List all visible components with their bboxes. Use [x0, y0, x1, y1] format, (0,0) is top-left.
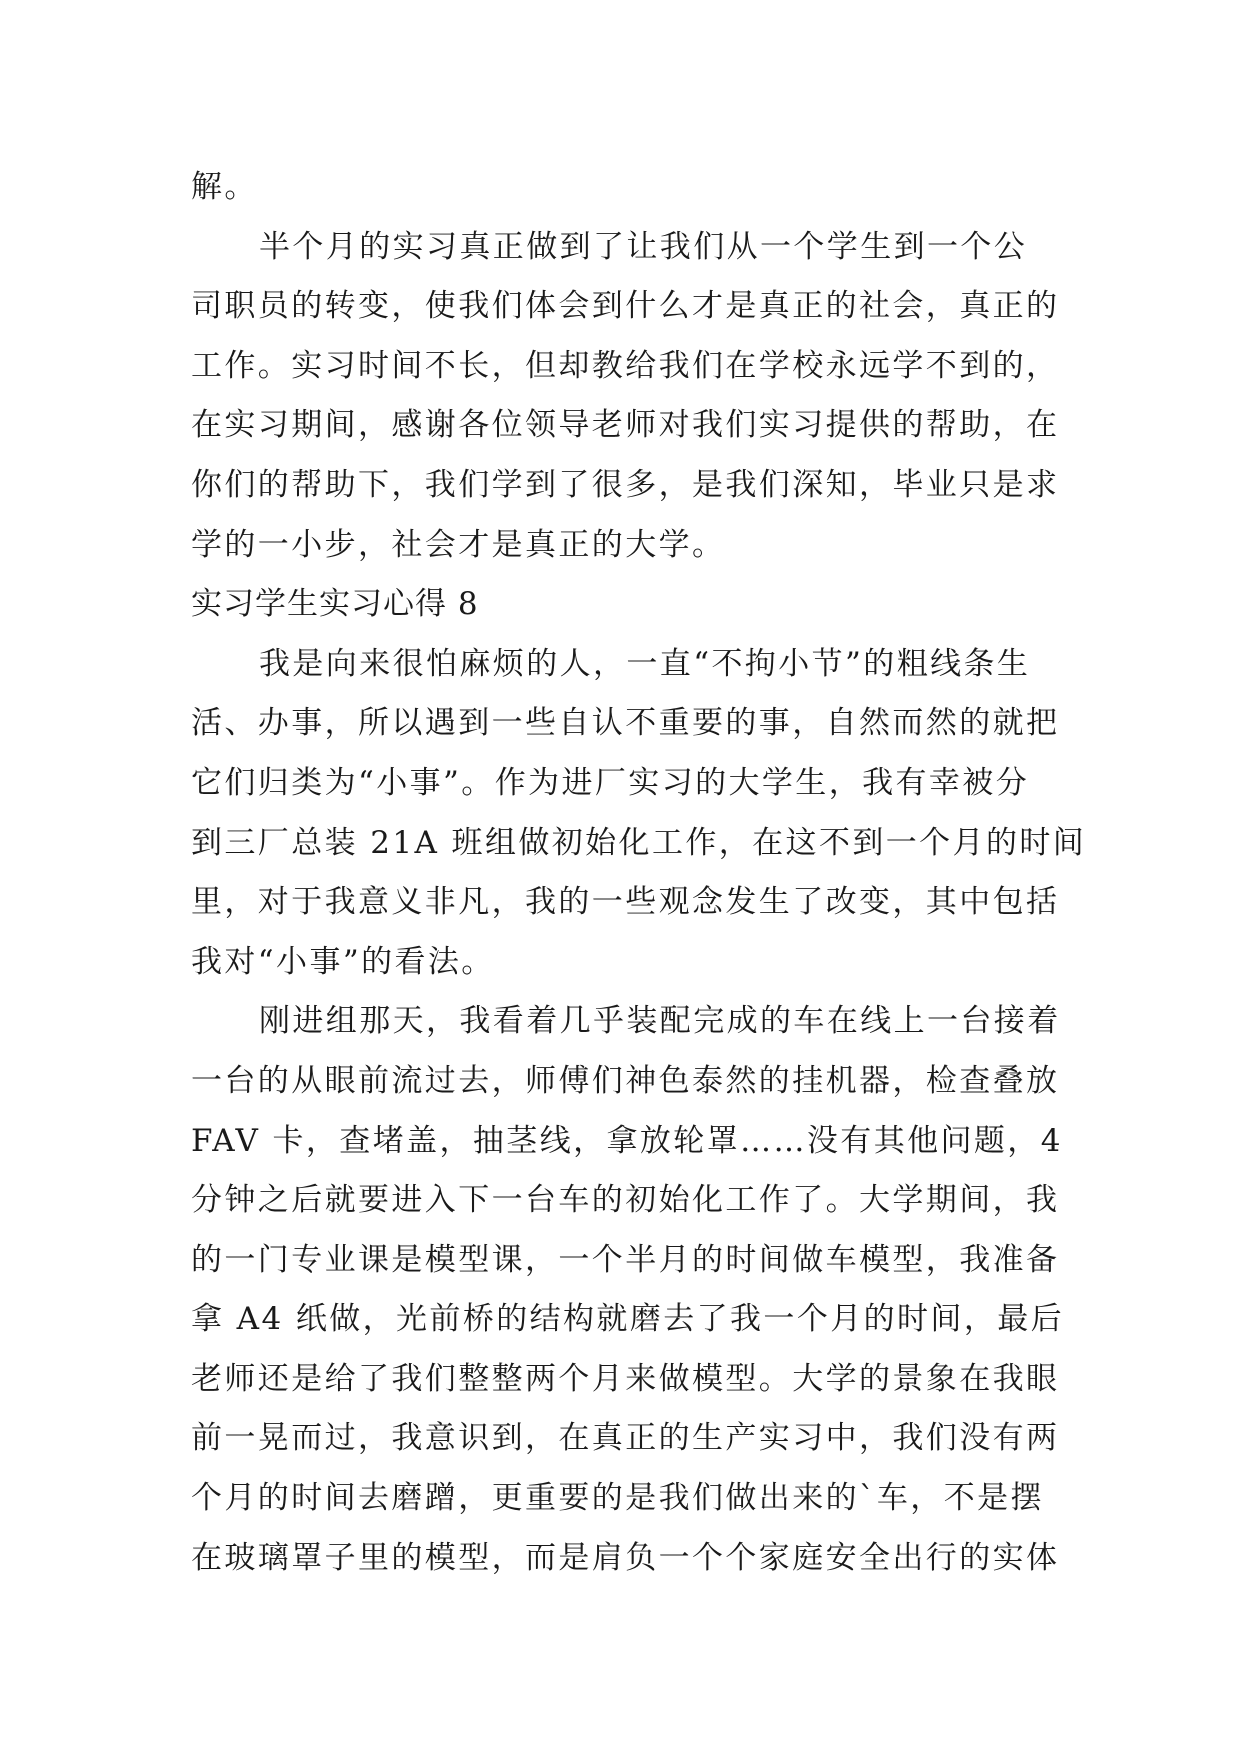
text-line: FAV 卡，查堵盖，抽茎线，拿放轮罩……没有其他问题，4: [191, 1122, 1063, 1159]
text-line: 司职员的转变，使我们体会到什么才是真正的社会，真正的: [191, 288, 1060, 325]
text-line: 老师还是给了我们整整两个月来做模型。大学的景象在我眼: [191, 1360, 1060, 1397]
text-line: 前一晃而过，我意识到，在真正的生产实习中，我们没有两: [191, 1420, 1060, 1457]
text-line: 拿 A4 纸做，光前桥的结构就磨去了我一个月的时间，最后: [191, 1301, 1065, 1338]
text-line: 在玻璃罩子里的模型，而是肩负一个个家庭安全出行的实体: [191, 1539, 1060, 1576]
text-line: 里，对于我意义非凡，我的一些观念发生了改变，其中包括: [191, 884, 1060, 921]
text-line: 刚进组那天，我看着几乎装配完成的车在线上一台接着: [259, 1003, 1061, 1040]
text-line: 工作。实习时间不长，但却教给我们在学校永远学不到的，: [191, 347, 1060, 384]
paragraph-continuation: [191, 158, 1061, 218]
text-line: 解。: [191, 169, 258, 205]
text-line: 一台的从眼前流过去，师傅们神色泰然的挂机器，检查叠放: [191, 1062, 1060, 1099]
document-body: [191, 158, 1087, 1588]
text-line: 我对“小事”的看法。: [191, 943, 495, 980]
paragraph-first-day: [191, 992, 1065, 1588]
text-line: 它们归类为“小事”。作为进厂实习的大学生，我有幸被分: [191, 764, 1030, 801]
text-line: 到三厂总装 21A 班组做初始化工作，在这不到一个月的时间: [191, 824, 1087, 861]
text-line: 的一门专业课是模型课，一个半月的时间做车模型，我准备: [191, 1241, 1060, 1278]
text-line: 活、办事，所以遇到一些自认不重要的事，自然而然的就把: [191, 705, 1060, 742]
text-line: 个月的时间去磨蹭，更重要的是我们做出来的`车，不是摆: [191, 1480, 1044, 1517]
text-line: 学的一小步，社会才是真正的大学。: [191, 526, 726, 563]
text-line: 半个月的实习真正做到了让我们从一个学生到一个公: [259, 228, 1028, 265]
paragraph-internship-summary: [191, 218, 1061, 576]
heading-text: 实习学生实习心得 8: [191, 586, 479, 623]
text-line: 分钟之后就要进入下一台车的初始化工作了。大学期间，我: [191, 1182, 1060, 1219]
paragraph-small-things: [191, 635, 1087, 993]
text-line: 我是向来很怕麻烦的人，一直“不拘小节”的粗线条生: [259, 645, 1031, 682]
text-line: 在实习期间，感谢各位领导老师对我们实习提供的帮助，在: [191, 407, 1060, 444]
section-heading: [191, 575, 1061, 635]
text-line: 你们的帮助下，我们学到了很多，是我们深知，毕业只是求: [191, 466, 1060, 503]
